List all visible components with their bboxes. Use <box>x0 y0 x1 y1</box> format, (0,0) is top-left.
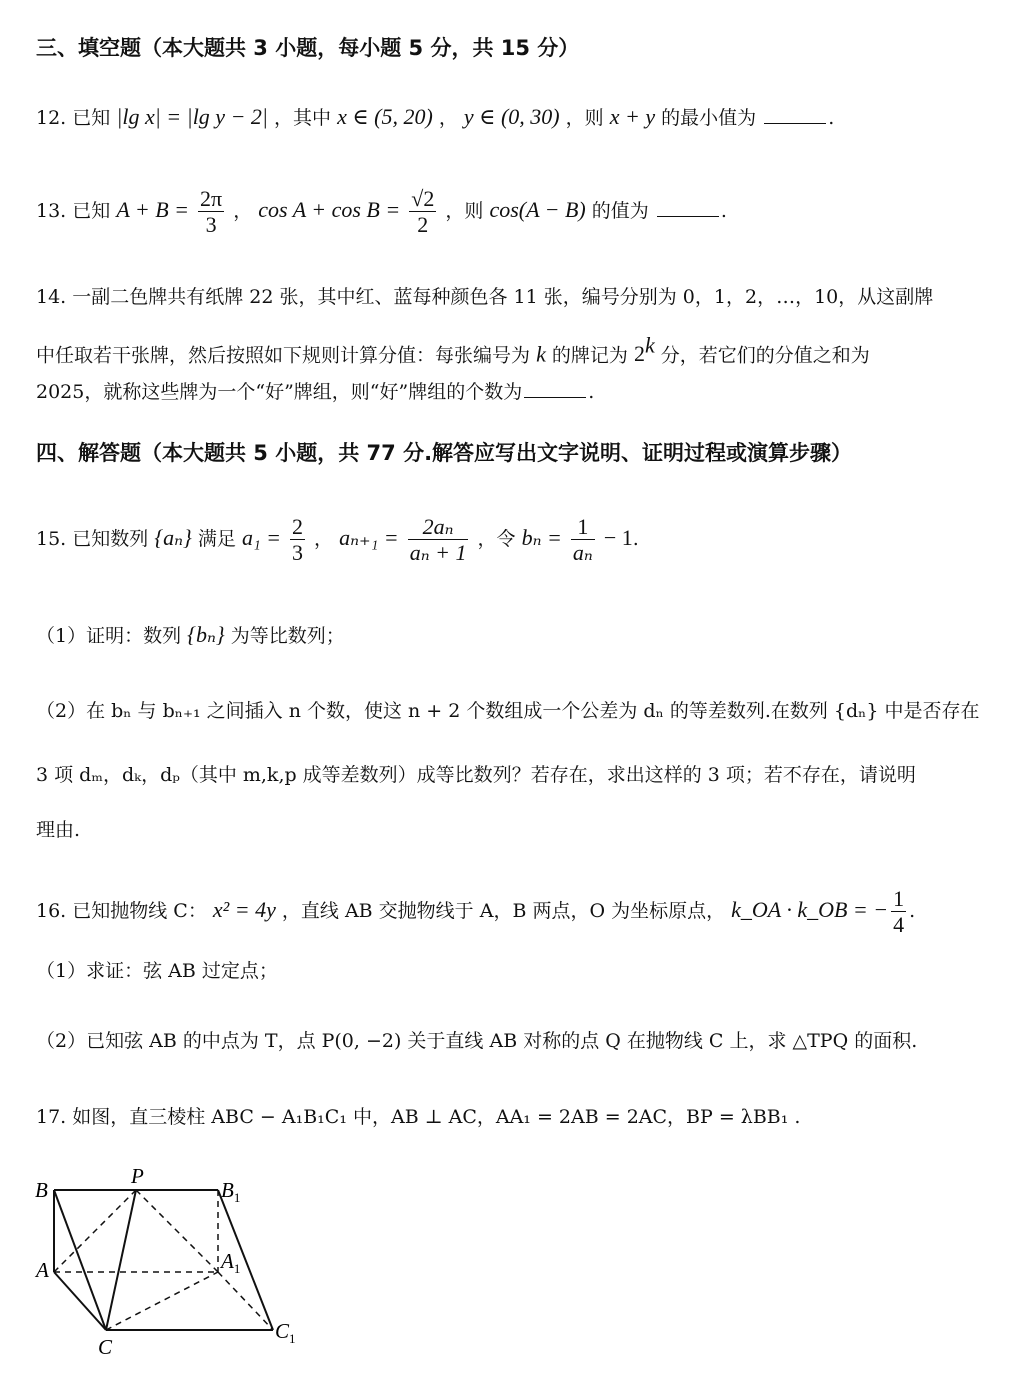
answer-blank <box>764 122 826 124</box>
label-B: B <box>35 1178 48 1202</box>
label-P: P <box>131 1164 144 1188</box>
q12-math-1: |lg x| = |lg y − 2| <box>116 104 268 129</box>
q15-part-2-line-2: 3 项 dₘ，dₖ，dₚ（其中 m,k,p 成等差数列）成等比数列？若存在，求出这样的 3 项；若不存在，请说明 <box>36 764 916 786</box>
label-B1: $B_1$ <box>221 1178 241 1205</box>
q15-part-2-line-3: 理由. <box>36 819 81 841</box>
q15-math-2: a₁ = <box>241 524 281 550</box>
q14-line-3 <box>36 383 594 402</box>
q13-end: . <box>720 199 727 222</box>
edge-AC <box>54 1272 106 1330</box>
label-C1: $C_1$ <box>275 1319 296 1346</box>
q15-math-4: bₙ = <box>521 524 562 550</box>
section3-heading: 三、填空题（本大题共 3 小题，每小题 5 分，共 15 分） <box>36 36 580 60</box>
question-12 <box>36 106 834 128</box>
q16-number: 16. <box>36 899 67 922</box>
q15-math-5: − 1 <box>603 524 633 550</box>
q13-text-2: ， <box>233 199 253 222</box>
q13-text-4: 的值为 <box>591 199 649 222</box>
q13-frac2-num: √2 <box>411 186 435 211</box>
answer-blank <box>657 215 719 217</box>
label-A1: $A_1$ <box>221 1249 241 1276</box>
q16-frac-den: 4 <box>893 912 905 938</box>
question-13 <box>36 186 727 238</box>
q14-power-exp: k <box>644 333 655 358</box>
q12-text-5: 的最小值为 <box>661 107 757 129</box>
label-A: A <box>36 1258 49 1282</box>
q15-fraction-1 <box>290 514 305 566</box>
q15-end: . <box>632 527 639 550</box>
q16-fraction <box>891 886 906 938</box>
q13-math-1: A + B = <box>116 196 189 222</box>
edge-CA1 <box>106 1272 218 1330</box>
q12-text-1: 已知 <box>72 107 111 129</box>
q15-frac3-num: 1 <box>571 514 595 540</box>
q15-frac2-num: 2aₙ <box>408 514 469 540</box>
q14-text-b: 的牌记为 <box>551 344 628 367</box>
q15-text-1: 已知数列 <box>72 527 149 550</box>
q12-math-2: x ∈ (5, 20) <box>337 104 433 129</box>
q14-text-3: 2025，就称这些牌为一个“好”牌组，则“好”牌组的个数为 <box>36 381 523 403</box>
q15-p1-text-b: 为等比数列； <box>230 625 345 647</box>
q15-text-3: ， <box>314 527 334 550</box>
q15-p1-math: {bₙ} <box>187 622 225 647</box>
q15-math-1: {aₙ} <box>154 524 192 550</box>
q13-text-1: 已知 <box>72 199 111 222</box>
question-16 <box>36 886 915 938</box>
label-C: C <box>98 1335 113 1359</box>
q16-end: . <box>909 899 916 922</box>
q13-frac1-num: 2π <box>200 186 223 211</box>
q16-math-1: x² = 4y <box>212 896 276 922</box>
q14-line-1: 14. 一副二色牌共有纸牌 22 张，其中红、蓝每种颜色各 11 张，编号分别为 0，1，2，…，10，从这副牌 <box>36 286 934 308</box>
q12-math-3: y ∈ (0, 30) <box>463 104 560 129</box>
q12-text-4: ，则 <box>565 107 604 129</box>
q15-frac3-den: aₙ <box>572 540 593 566</box>
q16-frac-num: 1 <box>893 886 905 911</box>
q15-part-2-line-1: （2）在 bₙ 与 bₙ₊₁ 之间插入 n 个数，使这 n + 2 个数组成一个公差为 dₙ 的等差数列.在数列 {dₙ} 中是否存在 <box>36 700 980 722</box>
q13-text-3: ，则 <box>445 199 484 222</box>
edge-PA1 <box>136 1190 218 1272</box>
q16-part-1: （1）求证：弦 AB 过定点； <box>36 960 278 982</box>
q14-text-c: 分，若它们的分值之和为 <box>660 344 870 367</box>
question-15 <box>36 514 639 566</box>
q15-frac1-num: 2 <box>292 514 303 539</box>
q16-text-2: ，直线 AB 交抛物线于 A，B 两点，O 为坐标原点， <box>281 899 726 922</box>
q16-math-2: k_OA · k_OB = − <box>731 896 889 922</box>
q12-text-3: ， <box>438 107 458 129</box>
q14-k: k <box>536 341 546 367</box>
q13-fraction-1 <box>198 186 224 238</box>
q15-part-1 <box>36 624 345 646</box>
q14-power-base: 2 <box>633 341 645 367</box>
q14-end: . <box>588 381 595 403</box>
q14-line-2 <box>36 335 870 365</box>
q15-frac1-den: 3 <box>292 540 303 566</box>
q15-math-3: aₙ₊₁ = <box>339 524 399 550</box>
answer-blank <box>524 396 586 398</box>
q15-text-4: ，令 <box>477 527 516 550</box>
q15-fraction-2 <box>408 514 469 566</box>
q13-number: 13. <box>36 199 67 222</box>
q15-p1-text-a: （1）证明：数列 <box>36 625 182 647</box>
q12-number: 12. <box>36 107 67 129</box>
q13-frac2-den: 2 <box>417 212 429 238</box>
q13-math-2: cos A + cos B = <box>258 196 401 222</box>
q13-fraction-2 <box>409 186 436 238</box>
edge-AP <box>54 1190 136 1272</box>
q15-frac2-den: aₙ + 1 <box>409 540 467 566</box>
q15-number: 15. <box>36 527 67 550</box>
q15-text-2: 满足 <box>197 527 236 550</box>
q16-part-2: （2）已知弦 AB 的中点为 T，点 P(0, −2) 关于直线 AB 对称的点 Q 在抛物线 C 上，求 △TPQ 的面积. <box>36 1030 918 1052</box>
question-17: 17. 如图，直三棱柱 ABC − A₁B₁C₁ 中，AB ⊥ AC，AA₁ = 2AB = 2AC，BP = λBB₁ . <box>36 1106 801 1128</box>
q16-text-1: 已知抛物线 C： <box>72 899 207 922</box>
section4-heading: 四、解答题（本大题共 5 小题，共 77 分.解答应写出文字说明、证明过程或演算步骤） <box>36 441 853 465</box>
q13-frac1-den: 3 <box>205 212 217 238</box>
q14-text-a: 中任取若干张牌，然后按照如下规则计算分值：每张编号为 <box>36 344 531 367</box>
q12-end: . <box>828 107 835 129</box>
q12-text-2: ，其中 <box>274 107 332 129</box>
edge-PC <box>106 1190 136 1330</box>
q12-math-4: x + y <box>609 104 656 129</box>
q15-fraction-3 <box>571 514 595 566</box>
prism-figure <box>30 1160 310 1360</box>
edge-A1C1 <box>218 1272 273 1330</box>
edge-BC <box>54 1190 106 1330</box>
q13-math-3: cos(A − B) <box>489 196 586 222</box>
